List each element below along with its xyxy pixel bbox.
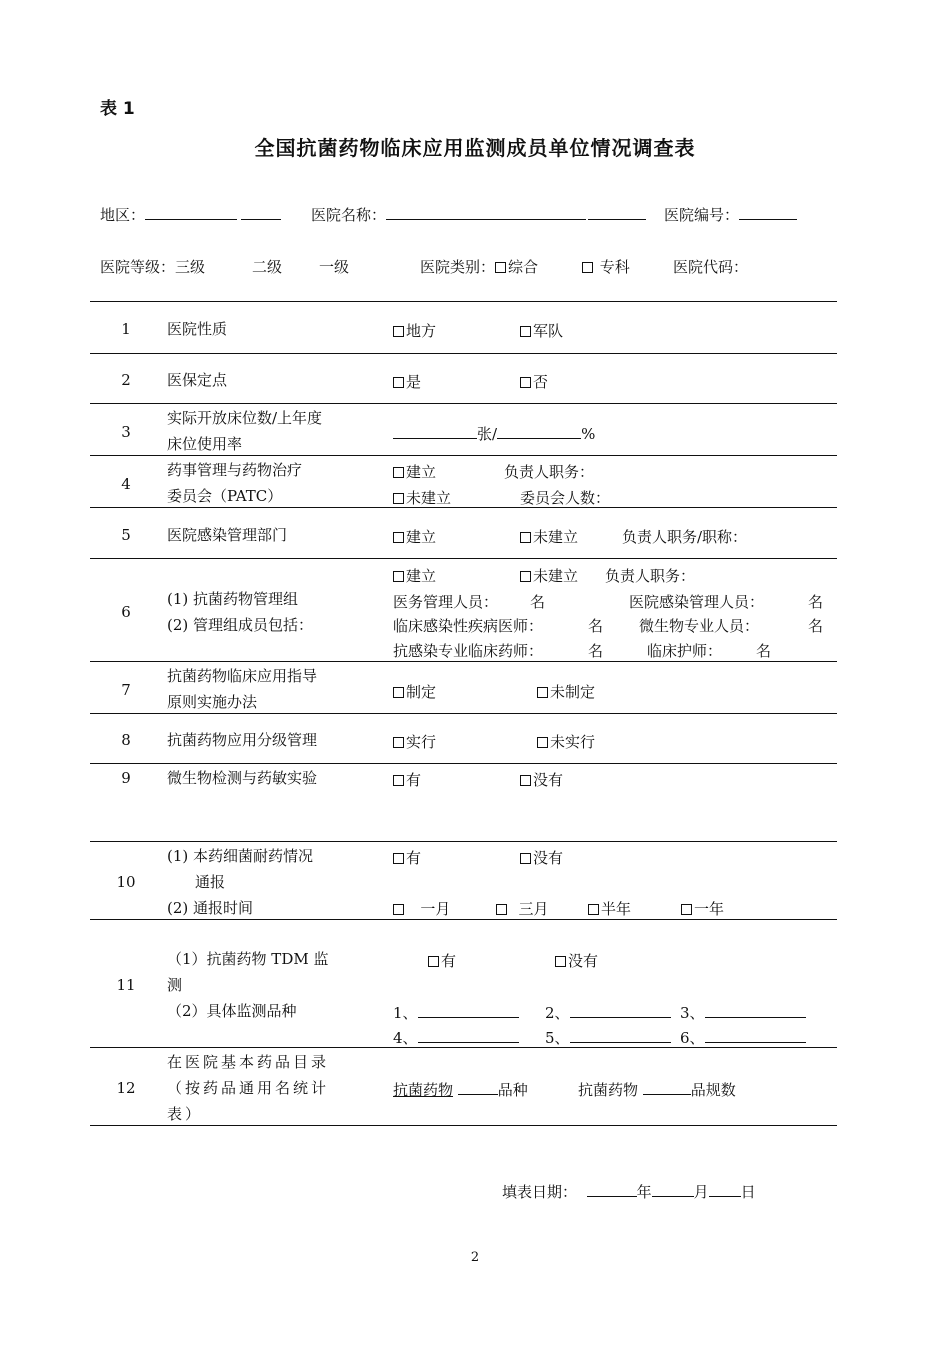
checkbox[interactable]	[393, 493, 404, 504]
option-no[interactable]: 没有	[520, 769, 563, 790]
medical-admin-staff-label: 医务管理人员：	[393, 593, 499, 611]
head-title-label: 负责人职务/职称：	[622, 528, 748, 546]
checkbox[interactable]	[520, 853, 531, 864]
option-no[interactable]: 没有	[520, 847, 563, 868]
variety-blank[interactable]	[570, 1002, 671, 1018]
table-rule	[90, 301, 837, 302]
option-local[interactable]: 地方	[393, 320, 436, 341]
table-rule	[90, 558, 837, 559]
row-item: (1) 抗菌药物管理组 (2) 管理组成员包括：	[167, 590, 314, 634]
table-rule	[90, 353, 837, 354]
row-number: 8	[121, 731, 131, 749]
region-blank-2[interactable]	[241, 204, 281, 220]
fill-date: 填表日期： 年 月 日	[502, 1183, 756, 1201]
option-one-year[interactable]: 一年	[681, 898, 724, 919]
table-rule	[90, 403, 837, 404]
checkbox[interactable]	[393, 571, 404, 582]
year-blank[interactable]	[587, 1181, 637, 1197]
variety-blank[interactable]	[418, 1002, 519, 1018]
committee-size-label: 委员会人数：	[520, 489, 611, 507]
microbiology-staff-label: 微生物专业人员：	[639, 617, 760, 635]
option-yes[interactable]: 是	[393, 371, 421, 392]
row-item: 医院感染管理部门	[167, 526, 288, 544]
hospital-code-label: 医院代码：	[673, 258, 749, 276]
row-number: 7	[121, 681, 131, 699]
table-rule	[90, 763, 837, 764]
row-number: 5	[121, 526, 131, 544]
level-option-3[interactable]: 三级	[175, 258, 206, 276]
spec-count-blank[interactable]	[643, 1079, 691, 1095]
hospital-name-blank-2[interactable]	[588, 204, 646, 220]
hospital-no-blank[interactable]	[739, 204, 797, 220]
option-three-months[interactable]: 三月	[496, 898, 549, 919]
checkbox[interactable]	[393, 377, 404, 388]
checkbox[interactable]	[520, 377, 531, 388]
level-option-2[interactable]: 二级	[252, 258, 283, 276]
unit-label: 名	[588, 617, 604, 635]
row-number: 2	[121, 371, 131, 389]
hospital-name-blank[interactable]	[386, 204, 586, 220]
hospital-no-label: 医院编号：	[664, 206, 740, 224]
checkbox[interactable]	[393, 532, 404, 543]
page-title: 全国抗菌药物临床应用监测成员单位情况调查表	[254, 136, 696, 160]
checkbox[interactable]	[588, 904, 599, 915]
variety-blank[interactable]	[705, 1002, 806, 1018]
day-blank[interactable]	[709, 1181, 741, 1197]
checkbox[interactable]	[393, 467, 404, 478]
category-option-general: 综合	[508, 258, 539, 276]
infection-control-staff-label: 医院感染管理人员：	[629, 593, 765, 611]
row-number: 11	[116, 976, 136, 994]
head-position-label: 负责人职务：	[605, 567, 696, 585]
option-not-established[interactable]: 未建立	[520, 526, 578, 547]
option-yes[interactable]: 有	[428, 950, 456, 971]
row-item: （1）抗菌药物 TDM 监 测 （2）具体监测品种	[167, 950, 329, 1020]
bed-count-blank[interactable]	[393, 423, 477, 439]
table-rule	[90, 661, 837, 662]
option-established[interactable]: 建立	[393, 461, 436, 482]
variety-blank[interactable]	[705, 1027, 806, 1043]
option-formulated[interactable]: 制定	[393, 681, 436, 702]
variety-field-4: 4、	[393, 1027, 519, 1048]
option-military[interactable]: 军队	[520, 320, 563, 341]
checkbox[interactable]	[393, 904, 404, 915]
option-no[interactable]: 否	[520, 371, 548, 392]
row-item: 抗菌药物应用分级管理	[167, 731, 318, 749]
option-not-formulated[interactable]: 未制定	[537, 681, 595, 702]
checkbox[interactable]	[555, 956, 566, 967]
unit-label: 名	[530, 593, 546, 611]
level-label: 医院等级：	[100, 258, 176, 276]
unit-label: 名	[808, 593, 824, 611]
level-option-1[interactable]: 一级	[319, 258, 350, 276]
row-item: 医院性质	[167, 320, 228, 338]
head-position-label: 负责人职务：	[504, 463, 595, 481]
row-number: 10	[116, 873, 136, 891]
option-implemented[interactable]: 实行	[393, 731, 436, 752]
clinical-nurse-label: 临床护师：	[647, 642, 723, 660]
variety-blank[interactable]	[418, 1027, 519, 1043]
category-label: 医院类别：	[420, 258, 496, 276]
region-label: 地区：	[100, 206, 146, 224]
variety-field-6: 6、	[680, 1027, 806, 1048]
region-field	[100, 204, 281, 225]
page-number: 2	[470, 1250, 480, 1265]
hospital-category-field	[420, 256, 538, 277]
region-blank[interactable]	[145, 204, 237, 220]
checkbox-specialty[interactable]	[582, 262, 593, 273]
hospital-level-field	[100, 256, 205, 277]
checkbox[interactable]	[520, 571, 531, 582]
option-not-established[interactable]: 未建立	[520, 565, 578, 586]
row-number: 12	[116, 1079, 136, 1097]
option-half-year[interactable]: 半年	[588, 898, 631, 919]
variety-blank[interactable]	[570, 1027, 671, 1043]
checkbox[interactable]	[537, 737, 548, 748]
checkbox[interactable]	[393, 737, 404, 748]
hospital-no-field	[664, 204, 797, 225]
bed-count-field: 张/ %	[393, 423, 595, 444]
checkbox[interactable]	[496, 904, 507, 915]
option-one-month[interactable]: 一月	[393, 898, 450, 919]
option-no[interactable]: 没有	[555, 950, 598, 971]
checkbox[interactable]	[428, 956, 439, 967]
variety-field-1: 1、	[393, 1002, 519, 1023]
row-item: 抗菌药物临床应用指导 原则实施办法	[167, 667, 318, 711]
variety-field-2: 2、	[545, 1002, 671, 1023]
infectious-disease-physician-label: 临床感染性疾病医师：	[393, 617, 544, 635]
option-yes[interactable]: 有	[393, 847, 421, 868]
checkbox-general[interactable]	[495, 262, 506, 273]
clinical-pharmacist-label: 抗感染专业临床药师：	[393, 642, 544, 660]
checkbox[interactable]	[520, 775, 531, 786]
hospital-name-field	[311, 204, 646, 225]
row-number: 6	[121, 603, 131, 621]
row-item: 医保定点	[167, 371, 228, 389]
row-item: 在医院基本药品目录 （按药品通用名统计 表）	[167, 1053, 330, 1123]
option-not-established[interactable]: 未建立	[393, 487, 451, 508]
checkbox[interactable]	[520, 532, 531, 543]
table-rule	[90, 841, 837, 842]
variety-count-blank[interactable]	[458, 1079, 498, 1095]
row-number: 9	[121, 769, 131, 787]
antibiotic-spec-field: 抗菌药物 品规数	[578, 1081, 736, 1099]
row-item: (1) 本药细菌耐药情况 通报 (2) 通报时间	[167, 847, 314, 917]
option-not-implemented[interactable]: 未实行	[537, 731, 595, 752]
row-number: 3	[121, 423, 131, 441]
row-number: 1	[121, 320, 131, 338]
option-established[interactable]: 建立	[393, 565, 436, 586]
checkbox[interactable]	[681, 904, 692, 915]
checkbox[interactable]	[537, 687, 548, 698]
variety-field-5: 5、	[545, 1027, 671, 1048]
checkbox[interactable]	[393, 326, 404, 337]
unit-label: 名	[588, 642, 604, 660]
hospital-name-label: 医院名称：	[311, 206, 387, 224]
variety-field-3: 3、	[680, 1002, 806, 1023]
antibiotic-count-field: 抗菌药物 品种	[393, 1081, 528, 1099]
bed-usage-blank[interactable]	[497, 423, 581, 439]
unit-label: 名	[756, 642, 772, 660]
checkbox[interactable]	[393, 687, 404, 698]
checkbox[interactable]	[520, 326, 531, 337]
row-item: 微生物检测与药敏实验	[167, 769, 318, 787]
checkbox[interactable]	[393, 853, 404, 864]
category-option-specialty: 专科	[599, 258, 630, 276]
row-item: 药事管理与药物治疗 委员会（PATC）	[167, 461, 303, 505]
row-item: 实际开放床位数/上年度 床位使用率	[167, 409, 323, 453]
row-number: 4	[121, 475, 131, 493]
option-established[interactable]: 建立	[393, 526, 436, 547]
month-blank[interactable]	[652, 1181, 694, 1197]
option-yes[interactable]: 有	[393, 769, 421, 790]
unit-label: 名	[808, 617, 824, 635]
category-specialty	[582, 256, 630, 277]
table-label: 表 1	[100, 99, 135, 119]
checkbox[interactable]	[393, 775, 404, 786]
